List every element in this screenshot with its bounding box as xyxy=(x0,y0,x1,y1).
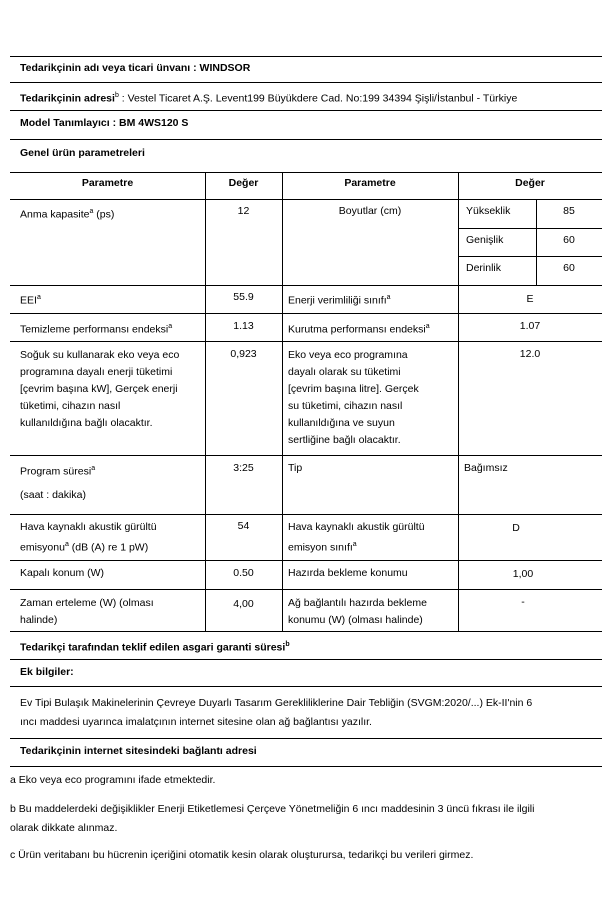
header-parameter-1: Parametre xyxy=(81,177,134,189)
extra-info-title: Ek bilgiler: xyxy=(20,666,74,678)
supplier-address-row: Tedarikçinin adresi$^b$ : Vestel Ticaret A.Ş. Levent199 Büyükdere Cad. No:199 34394 Şişli/İstanbul - Türkiye xyxy=(20,92,518,105)
noise-class-label: Hava kaynaklı akustik gürültü emisyon sınıfı$^a$ xyxy=(288,521,425,554)
rule xyxy=(10,199,602,200)
noise-class-value: D xyxy=(512,522,520,534)
header-value-1: Değer xyxy=(228,177,259,189)
rule xyxy=(10,560,602,561)
column-divider xyxy=(458,172,459,631)
type-label: Tip xyxy=(288,462,303,474)
rule xyxy=(10,631,602,632)
header-value-2: Değer xyxy=(515,177,545,189)
extra-info-text: Ev Tipi Bulaşık Makinelerinin Çevreye Duyarlı Tasarım Gerekliliklerine Dair Tebliğin (SVGM:2020/...) Ek-II'nin 6 ıncı maddesi uyarınca imalatçının internet sitesine olan ağ bağlantısı yazılır. xyxy=(20,697,533,728)
energy-consumption-value: 0,923 xyxy=(230,348,257,360)
standby-label: Hazırda bekleme konumu xyxy=(288,567,408,579)
column-divider xyxy=(282,172,283,631)
eei-label: EEI$^a$ xyxy=(20,294,41,307)
drying-label: Kurutma performansı endeksi$^a$ xyxy=(288,323,430,336)
noise-label: Hava kaynaklı akustik gürültü emisyonu$^a$ (dB (A) re 1 pW) xyxy=(20,521,157,554)
footnote-a: a Eko veya eco programını ifade etmektedir. xyxy=(10,774,216,786)
rule xyxy=(10,514,602,515)
program-duration-value: 3:25 xyxy=(233,462,254,474)
rule xyxy=(10,455,602,456)
guarantee-row: Tedarikçi tarafından teklif edilen asgari garanti süresi$^b$ xyxy=(20,641,290,654)
height-value: 85 xyxy=(563,205,575,217)
rule xyxy=(10,285,602,286)
standby-value: 1,00 xyxy=(512,568,534,580)
networked-standby-label: Ağ bağlantılı hazırda bekleme konumu (W) (olması halinde) xyxy=(288,597,427,626)
water-consumption-label: Eko veya eco programına dayalı olarak su tüketimi [çevrim başına litre]. Gerçek su tüketimi, cihazın nasıl kullanıldığına ve suyun sertliğine bağlı olacaktır. xyxy=(288,349,419,446)
rule xyxy=(10,110,602,111)
rule xyxy=(458,228,602,229)
rule xyxy=(10,686,602,687)
depth-value: 60 xyxy=(563,262,575,274)
noise-value: 54 xyxy=(237,520,250,532)
program-duration-sublabel: (saat : dakika) xyxy=(20,489,86,501)
off-mode-label: Kapalı konum (W) xyxy=(20,567,105,579)
capacity-value: 12 xyxy=(237,205,250,217)
footnote-c: c Ürün veritabanı bu hücrenin içeriğini otomatik kesin olarak oluşturursa, tedarikçi bu verileri girmez. xyxy=(10,849,474,861)
header-parameter-2: Parametre xyxy=(344,177,396,189)
rule xyxy=(10,313,602,314)
type-value: Bağımsız xyxy=(464,462,508,474)
water-consumption-value: 12.0 xyxy=(519,348,541,360)
program-duration-label: Program süresi$^a$ xyxy=(20,465,96,478)
height-label: Yükseklik xyxy=(466,205,511,217)
networked-standby-value: - xyxy=(521,596,525,608)
eei-value: 55.9 xyxy=(233,291,254,303)
rule xyxy=(10,172,602,173)
energy-class-value: E xyxy=(526,293,534,305)
model-identifier-row: Model Tanımlayıcı : BM 4WS120 S xyxy=(20,117,189,129)
rule xyxy=(10,139,602,140)
column-divider xyxy=(205,172,206,631)
rule xyxy=(10,82,602,83)
cleaning-value: 1.13 xyxy=(233,320,254,332)
rule xyxy=(458,256,602,257)
delay-start-value: 4,00 xyxy=(233,598,254,610)
rule xyxy=(10,341,602,342)
drying-value: 1.07 xyxy=(519,320,541,332)
depth-label: Derinlik xyxy=(466,262,502,274)
energy-class-label: Enerji verimliliği sınıfı$^a$ xyxy=(288,294,391,307)
dimensions-label: Boyutlar (cm) xyxy=(338,205,402,217)
cleaning-label: Temizleme performansı endeksi$^a$ xyxy=(20,323,173,336)
rule xyxy=(10,659,602,660)
rule xyxy=(10,738,602,739)
rule xyxy=(10,766,602,767)
delay-start-label: Zaman erteleme (W) (olması halinde) xyxy=(20,597,154,626)
off-mode-value: 0.50 xyxy=(233,567,254,579)
capacity-label: Anma kapasite$^a$ (ps) xyxy=(20,208,115,221)
website-title: Tedarikçinin internet sitesindeki bağlantı adresi xyxy=(20,745,257,757)
rule xyxy=(10,589,602,590)
energy-consumption-label: Soğuk su kullanarak eko veya eco programına dayalı enerji tüketimi [çevrim başına kW], Gerçek enerji tüketimi, cihazın nasıl kullanıldığına bağlı olacaktır. xyxy=(20,349,180,429)
width-value: 60 xyxy=(563,234,575,246)
footnote-b: b Bu maddelerdeki değişiklikler Enerji Etiketlemesi Çerçeve Yönetmeliğin 6 ıncı maddesinin 3 üncü fıkrası ile ilgili olarak dikkate alınmaz. xyxy=(10,803,535,834)
supplier-name-row: Tedarikçinin adı veya ticari ünvanı : WINDSOR xyxy=(20,62,251,74)
width-label: Genişlik xyxy=(466,234,504,246)
general-parameters-title: Genel ürün parametreleri xyxy=(20,147,145,159)
rule xyxy=(10,56,602,57)
